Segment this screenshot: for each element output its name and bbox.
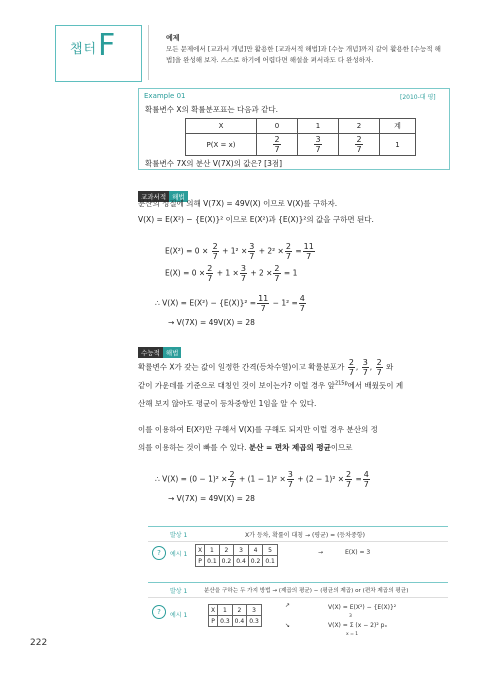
- table-cell: 0.1: [205, 556, 220, 567]
- probability-table: [185, 118, 416, 156]
- table-cell: 계: [380, 119, 416, 134]
- csat-equation-result: → V(7X) = 49V(X) = 28: [168, 494, 255, 503]
- table-cell: 0.2: [248, 556, 263, 567]
- textbook-line-2: V(X) = E(X²) − {E(X)}² 이므로 E(X²)과 {E(X)}²의 값을 구하면 된다.: [138, 215, 374, 224]
- csat-paragraph-line: 산해 보지 않아도 평균이 등차중항인 1임을 알 수 있다.: [138, 399, 317, 408]
- summary-result-1: V(X) = E(X²) − {E(X)}²: [328, 604, 397, 611]
- table-cell: 0.3: [247, 616, 262, 627]
- table-cell: 0.2: [219, 556, 234, 567]
- csat-paragraph-line: 이를 이용하여 E(X²)만 구해서 V(X)를 구해도 되지만 이럴 경우 분산의 정: [138, 425, 378, 434]
- summary-table: [195, 544, 278, 567]
- example-statement: 확률변수 X의 확률분포표는 다음과 같다.: [145, 105, 278, 114]
- table-cell: 1: [380, 134, 416, 156]
- table-cell: 2: [339, 119, 380, 134]
- table-cell: 4: [248, 545, 263, 556]
- summary-result-2: V(X) = Σ (x − 2)² pₓ: [328, 622, 388, 629]
- chapter-label: 챕터: [70, 42, 98, 57]
- table-cell: 0.3: [218, 616, 233, 627]
- lightbulb-icon: ?: [152, 546, 166, 560]
- sigma-bottom: x = 1: [346, 632, 359, 637]
- divider: [148, 597, 448, 598]
- example-label: 예시 1: [170, 551, 188, 558]
- table-cell: [339, 134, 380, 156]
- equation-ex: E(X) = 0 × $\frac{2}{7}$ + 1 × $\frac{3}{7}$ + 2 × $\frac{2}{7}$ = 1: [165, 264, 298, 283]
- table-cell: X: [209, 605, 218, 616]
- textbook-badge: 교과서적 해법: [138, 184, 188, 203]
- table-cell: 1: [218, 605, 233, 616]
- example-question: 확률변수 7X의 분산 V(7X)의 값은? [3점]: [145, 159, 283, 168]
- arrow-icon: →: [318, 549, 324, 556]
- csat-equation: ∴ V(X) = (0 − 1)² × $\frac{2}{7}$ + (1 − 1)² × $\frac{3}{7}$ + (2 − 1)² × $\frac{2}{7}$ = $\frac{4}{7}$: [155, 470, 369, 489]
- divider: [148, 541, 448, 542]
- lightbulb-icon: ?: [152, 605, 166, 619]
- table-cell: 5: [263, 545, 278, 556]
- table-cell: 2: [232, 605, 247, 616]
- table-cell: 0.4: [234, 556, 249, 567]
- summary-label: 발상 1: [170, 588, 188, 595]
- table-row: [186, 119, 416, 134]
- arrow-down-icon: ↘: [285, 622, 291, 629]
- fraction: $\frac{3}{7}$: [315, 135, 321, 154]
- arrow-up-icon: ↗: [285, 602, 291, 609]
- table-cell: 0: [257, 119, 298, 134]
- divider: [148, 526, 448, 527]
- textbook-line-1: 분산의 성질에 의해 V(7X) = 49V(X) 이므로 V(X)를 구하자.: [138, 199, 338, 208]
- intro-title: 예제: [166, 34, 180, 42]
- equation-ex2: E(X²) = 0 × $\frac{2}{7}$ + 1² × $\frac{3}{7}$ + 2² × $\frac{2}{7}$ = $\frac{11}{7}$: [165, 242, 314, 261]
- example-source: [2010-대 평]: [400, 94, 436, 101]
- summary-table: [208, 604, 262, 627]
- equation-result: → V(7X) = 49V(X) = 28: [168, 318, 255, 327]
- table-cell: 0.1: [263, 556, 278, 567]
- table-cell: 1: [205, 545, 220, 556]
- table-cell: 3: [247, 605, 262, 616]
- divider: [148, 582, 448, 583]
- table-cell: [257, 134, 298, 156]
- sigma-top: 3: [349, 614, 352, 619]
- table-cell: 0.4: [232, 616, 247, 627]
- csat-paragraph-line: 같이 가운데를 기준으로 대칭인 것이 보이는가? 이럴 경우 앞$^{215p}$에서 배웠듯이 계: [138, 380, 404, 390]
- table-cell: 2: [219, 545, 234, 556]
- table-row: [196, 545, 278, 556]
- intro-text: 모든 문제에서 [교과서 개념]만 활용한 [교과서적 해법]과 [수능 개념]까지 같이 활용한 [수능적 해법]을 완성해 보자. 스스로 하기에 어렵다면 해설을 펴서라도 다 완성하자.: [166, 45, 441, 64]
- table-row: [209, 605, 262, 616]
- table-cell: P: [209, 616, 218, 627]
- chapter-letter: F: [98, 28, 116, 63]
- table-cell: P(X = x): [186, 134, 257, 156]
- summary-text: 분산을 구하는 두 가지 방법 → (제곱의 평균) − (평균의 제곱) or (편차 제곱의 평균): [204, 588, 409, 594]
- table-row: [209, 616, 262, 627]
- csat-paragraph-line: 확률변수 X가 갖는 값이 일정한 간격(등차수열)이고 확률분포가 $\frac{2}{7}$ , $\frac{3}{7}$ , $\frac{2}{7}$ 와: [138, 358, 394, 377]
- summary-result: E(X) = 3: [345, 549, 371, 556]
- fraction: $\frac{2}{7}$: [274, 135, 280, 154]
- table-cell: 3: [234, 545, 249, 556]
- csat-paragraph-line: 의를 이용하는 것이 빠를 수 있다. 분산 = 편차 제곱의 평균이므로: [138, 443, 353, 452]
- table-cell: X: [186, 119, 257, 134]
- table-cell: P: [196, 556, 205, 567]
- fraction: $\frac{2}{7}$: [356, 135, 362, 154]
- summary-text: X가 등차, 확률이 대칭 → (평균) = (등차중항): [245, 532, 365, 539]
- csat-badge: 수능적 해법: [138, 340, 181, 359]
- table-cell: 1: [298, 119, 339, 134]
- table-row: [196, 556, 278, 567]
- table-row: [186, 134, 416, 156]
- table-cell: [298, 134, 339, 156]
- example-label: Example 01: [144, 92, 186, 100]
- equation-variance: ∴ V(X) = E(X²) − {E(X)}² = $\frac{11}{7}$ − 1² = $\frac{4}{7}$: [155, 294, 305, 313]
- table-cell: X: [196, 545, 205, 556]
- page-number: 222: [30, 638, 48, 648]
- example-label: 예시 1: [170, 612, 188, 619]
- summary-label: 발상 1: [170, 532, 188, 539]
